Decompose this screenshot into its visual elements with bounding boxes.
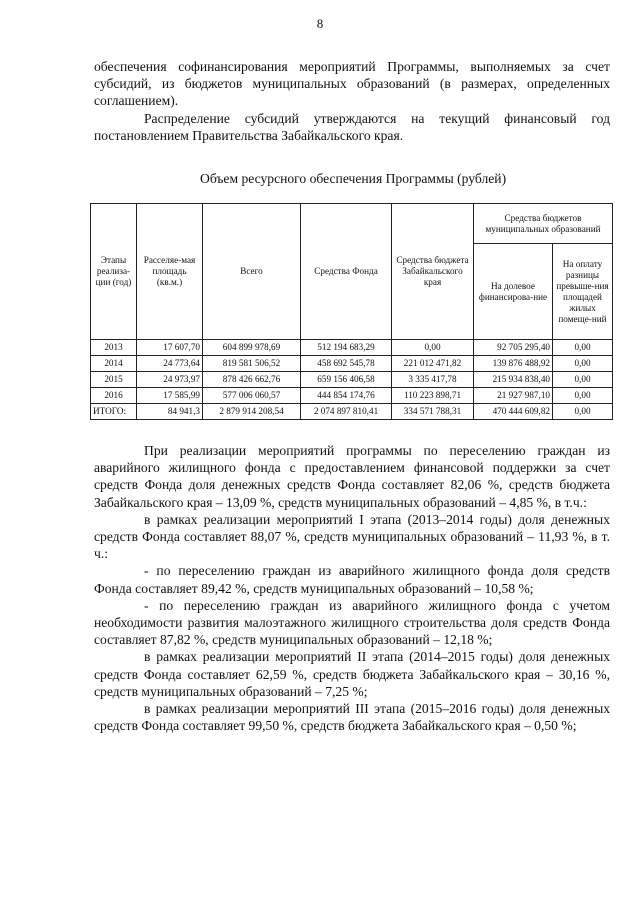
body-paragraph-6: в рамках реализации мероприятий III этапа (2015–2016 годы) доля денежных средств Фонда составляет 99,50 %, средств бюджета Забайкальского края – 0,50 %; [94,701,610,734]
header-municipal-shared: На долевое финансирова-ние [474,244,553,340]
page-number: 8 [316,16,324,31]
cell-regional: 0,00 [392,340,474,356]
header-municipal-group: Средства бюджетов муниципальных образований [474,204,613,244]
body-paragraph-2: в рамках реализации мероприятий I этапа (2013–2014 годы) доля денежных средств Фонда составляет 88,07 %, средств муниципальных образований – 11,93 %, в т. ч.: [94,511,610,562]
table-row [91,340,613,356]
cell-area: 24 773,64 [137,356,203,372]
body-paragraph-1: При реализации мероприятий программы по переселению граждан из аварийного жилищного фонда с предоставлением финансовой поддержки за счет средств Фонда доля денежных средств Фонда составляет 82,06 %, средств бюджета Забайкальского края – 13,09 %, средств муниципальных образований – 4,85 %, в т.ч.: [94,443,610,510]
header-total: Всего [203,204,301,340]
cell-fund: 444 854 174,76 [301,388,392,404]
header-stages: Этапы реализа-ции (год) [91,204,137,340]
cell-shared: 21 927 987,10 [474,388,553,404]
cell-year: 2015 [91,372,137,388]
cell-diff: 0,00 [553,404,613,420]
cell-year: 2014 [91,356,137,372]
cell-total: 819 581 506,52 [203,356,301,372]
cell-fund: 458 692 545,78 [301,356,392,372]
table-row [91,388,613,404]
cell-fund: 2 074 897 810,41 [301,404,392,420]
cell-area: 24 973,97 [137,372,203,388]
cell-regional: 334 571 788,31 [392,404,474,420]
body-paragraph-3: - по переселению граждан из аварийного жилищного фонда доля средств Фонда составляет 89,42 %, средств муниципальных образований – 10,58 %; [94,563,610,596]
table-title: Объем ресурсного обеспечения Программы (рублей) [200,171,507,186]
cell-fund: 659 156 406,58 [301,372,392,388]
cell-fund: 512 194 683,29 [301,340,392,356]
cell-total: 604 899 978,69 [203,340,301,356]
header-municipal-diff: На оплату разницы превыше-ния площадей жилых помеще-ний [553,244,613,340]
cell-shared: 92 705 295,40 [474,340,553,356]
cell-diff: 0,00 [553,372,613,388]
table-row [91,356,613,372]
cell-diff: 0,00 [553,356,613,372]
cell-year: 2016 [91,388,137,404]
body-paragraph-5: в рамках реализации мероприятий II этапа (2014–2015 годы) доля денежных средств Фонда составляет 62,59 %, средств бюджета Забайкальского края – 30,16 %, средств муниципальных образований – 7,25 %; [94,649,610,699]
body-section [94,442,610,734]
header-fund: Средства Фонда [301,204,392,340]
cell-regional: 110 223 898,71 [392,388,474,404]
cell-diff: 0,00 [553,388,613,404]
cell-regional: 3 335 417,78 [392,372,474,388]
cell-regional: 221 012 471,82 [392,356,474,372]
body-paragraph-4: - по переселению граждан из аварийного жилищного фонда с учетом необходимости развития малоэтажного жилищного строительства доля средств Фонда составляет 87,82 %, средств муниципальных образований – 12,18 %; [94,597,610,648]
header-regional: Средства бюджета Забайкальского края [392,204,474,340]
cell-total-label: ИТОГО: [91,404,137,420]
cell-year: 2013 [91,340,137,356]
intro-section [94,58,610,144]
cell-total: 878 426 662,76 [203,372,301,388]
cell-shared: 139 876 488,92 [474,356,553,372]
cell-area: 17 607,70 [137,340,203,356]
cell-area: 17 585,99 [137,388,203,404]
cell-total: 2 879 914 208,54 [203,404,301,420]
table-total-row [91,404,613,420]
cell-total: 577 006 060,57 [203,388,301,404]
cell-diff: 0,00 [553,340,613,356]
cell-shared: 470 444 609,82 [474,404,553,420]
intro-paragraph-2: Распределение субсидий утверждаются на текущий финансовый год постановлением Правительства Забайкальского края. [94,110,610,143]
cell-area: 84 941,3 [137,404,203,420]
intro-paragraph-1: обеспечения софинансирования мероприятий Программы, выполняемых за счет субсидий, из бюджетов муниципальных образований (в размерах, определенных соглашением). [94,59,610,109]
cell-shared: 215 934 838,40 [474,372,553,388]
resource-table [90,203,613,420]
header-area: Расселяе-мая площадь (кв.м.) [137,204,203,340]
table-row [91,372,613,388]
